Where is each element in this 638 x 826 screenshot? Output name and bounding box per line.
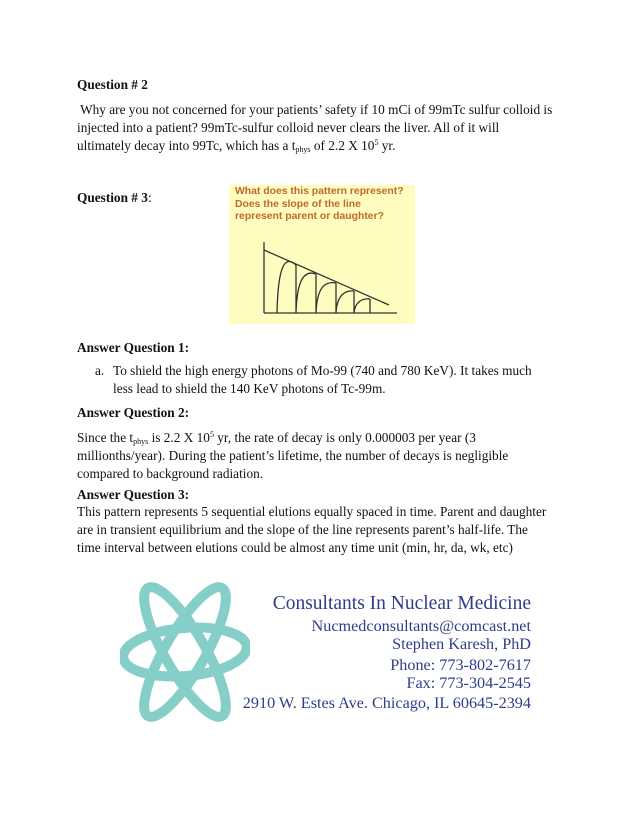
answer-3-line-3: time interval between elutions could be almost any time unit (min, hr, da, wk, etc) — [77, 540, 513, 555]
answer-2-text: is 2.2 X 10 — [148, 430, 210, 445]
question-2-heading: Question # 2 — [77, 77, 148, 92]
question-2-text: ultimately decay into 99Tc, which has a t — [77, 138, 296, 153]
answer-1-line-2: less lead to shield the 140 KeV photons of Tc-99m. — [113, 381, 386, 396]
question-3-heading-line — [77, 189, 217, 207]
answer-3-heading: Answer Question 3: — [77, 487, 190, 502]
elution-curve-1 — [277, 261, 296, 313]
question-2-text: of 2.2 X 10 — [310, 138, 375, 153]
company-name: Consultants In Nuclear Medicine — [272, 593, 531, 614]
contact-phone: Phone: 773-802-7617 — [390, 656, 531, 674]
atom-orbits-logo-icon — [120, 570, 250, 730]
answer-1-line-1: To shield the high energy photons of Mo-99 (740 and 780 KeV). It takes much — [113, 363, 532, 378]
question-3-heading: Question # 3 — [77, 190, 148, 205]
answer-2-line-2: millionths/year). During the patient’s lifetime, the number of decays is negligible — [77, 448, 509, 463]
question-2-text: yr. — [378, 138, 396, 153]
contact-email[interactable]: Nucmedconsultants@comcast.net — [311, 617, 531, 635]
question-2-line-3 — [77, 137, 567, 155]
contact-fax: Fax: 773-304-2545 — [406, 674, 531, 692]
parent-decay-line — [264, 250, 389, 305]
exponent-superscript: 5 — [374, 138, 379, 147]
answer-2-line-3: compared to background radiation. — [77, 466, 264, 481]
answer-1-heading: Answer Question 1: — [77, 340, 190, 355]
question-2-line-2: injected into a patient? 99mTc-sulfur colloid never clears the liver. All of it will — [77, 120, 500, 135]
answer-1-body — [113, 362, 563, 398]
figure-question-text: What does this pattern represent? Does the slope of the line represent parent or daughter? — [235, 186, 404, 222]
elution-pattern-graph — [229, 185, 415, 324]
phys-subscript: phys — [133, 437, 149, 446]
phys-subscript: phys — [295, 145, 311, 154]
exponent-superscript: 5 — [209, 430, 214, 439]
answer-2-line-1 — [77, 429, 567, 447]
list-marker: a. — [95, 363, 105, 378]
answer-3-line-2: are in transient equilibrium and the slope of the line represents parent’s half-life. The — [77, 522, 528, 537]
answer-2-text: yr, the rate of decay is only 0.000003 per year (3 — [213, 430, 476, 445]
elution-curve-4 — [336, 283, 354, 313]
answer-2-text: Since the t — [77, 430, 134, 445]
contact-person: Stephen Karesh, PhD — [392, 635, 531, 653]
answer-3-line-1: This pattern represents 5 sequential elutions equally spaced in time. Parent and daughter — [77, 504, 547, 519]
elution-curve-5 — [354, 291, 370, 313]
contact-address: 2910 W. Estes Ave. Chicago, IL 60645-2394 — [242, 694, 531, 712]
elution-pattern-figure — [229, 185, 415, 324]
question-3-colon: : — [147, 190, 152, 205]
answer-2-heading: Answer Question 2: — [77, 405, 190, 420]
question-2-line-1: Why are you not concerned for your patients’ safety if 10 mCi of 99mTc sulfur colloid is — [77, 102, 553, 117]
